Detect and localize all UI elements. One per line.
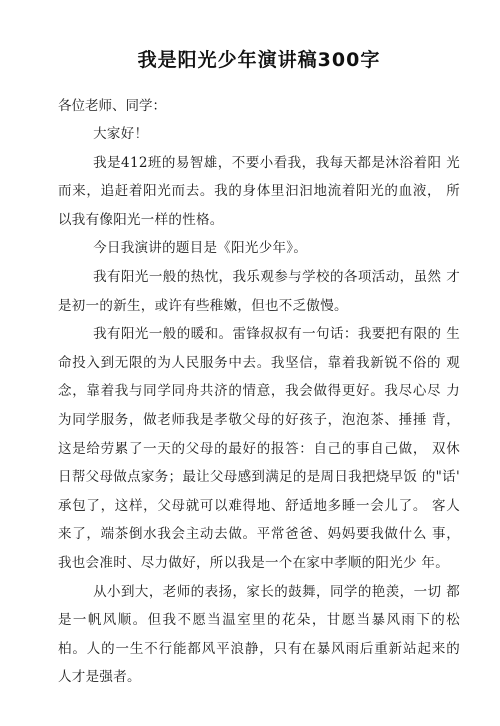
salutation: 各位老师、同学： bbox=[58, 98, 166, 114]
paragraph: 今日我演讲的题目是《阳光少年》。 bbox=[93, 240, 308, 257]
paragraph: 我是412班的易智雄，不要小看我，我每天都是沐浴着阳 光而来，追赶着阳光而去。我的身体里汩汩地流着阳光的血液， 所以我有像阳光一样的性格。 bbox=[58, 154, 460, 228]
paragraph: 从小到大，老师的表扬，家长的鼓舞，同学的艳羡，一切 都是一帆风顺。但我不愿当温室里的花朵，甘愿当暴风雨下的松 柏。人的一生不行能都风平浪静，只有在暴风雨后重新站起来的 人才是强者。 bbox=[58, 583, 460, 686]
paragraph: 大家好！ bbox=[93, 126, 149, 142]
document-title: 我是阳光少年演讲稿300字 bbox=[137, 49, 381, 71]
paragraph: 我有阳光一般的暖和。雷锋叔叔有一句话：我要把有限的 生命投入到无限的为人民服务中去。我坚信，靠着我新锐不俗的 观念，靠着我与同学同舟共济的情意，我会做得更好。我尽心尽 力为同学服务，做老师我是孝敬父母的好孩子，泡泡茶、捶捶 背，这是给劳累了一天的父母的最好的报答：自己的事自己做， 双休日帮父母做点家务；最让父母感到满足的是周日我把烧早饭 的"话' 承包了，这样，父母就可以难得地、舒适地多睡一会儿了。 客人来了，端茶倒水我会主动去做。平常爸爸、妈妈要我做什么 事，我也会准时、尽力做好，所以我是一个在家中孝顺的阳光少 年。 bbox=[58, 326, 460, 571]
paragraph: 我有阳光一般的热忱，我乐观参与学校的各项活动，虽然 才是初一的新生，或许有些稚嫩，但也不乏傲慢。 bbox=[58, 268, 460, 314]
